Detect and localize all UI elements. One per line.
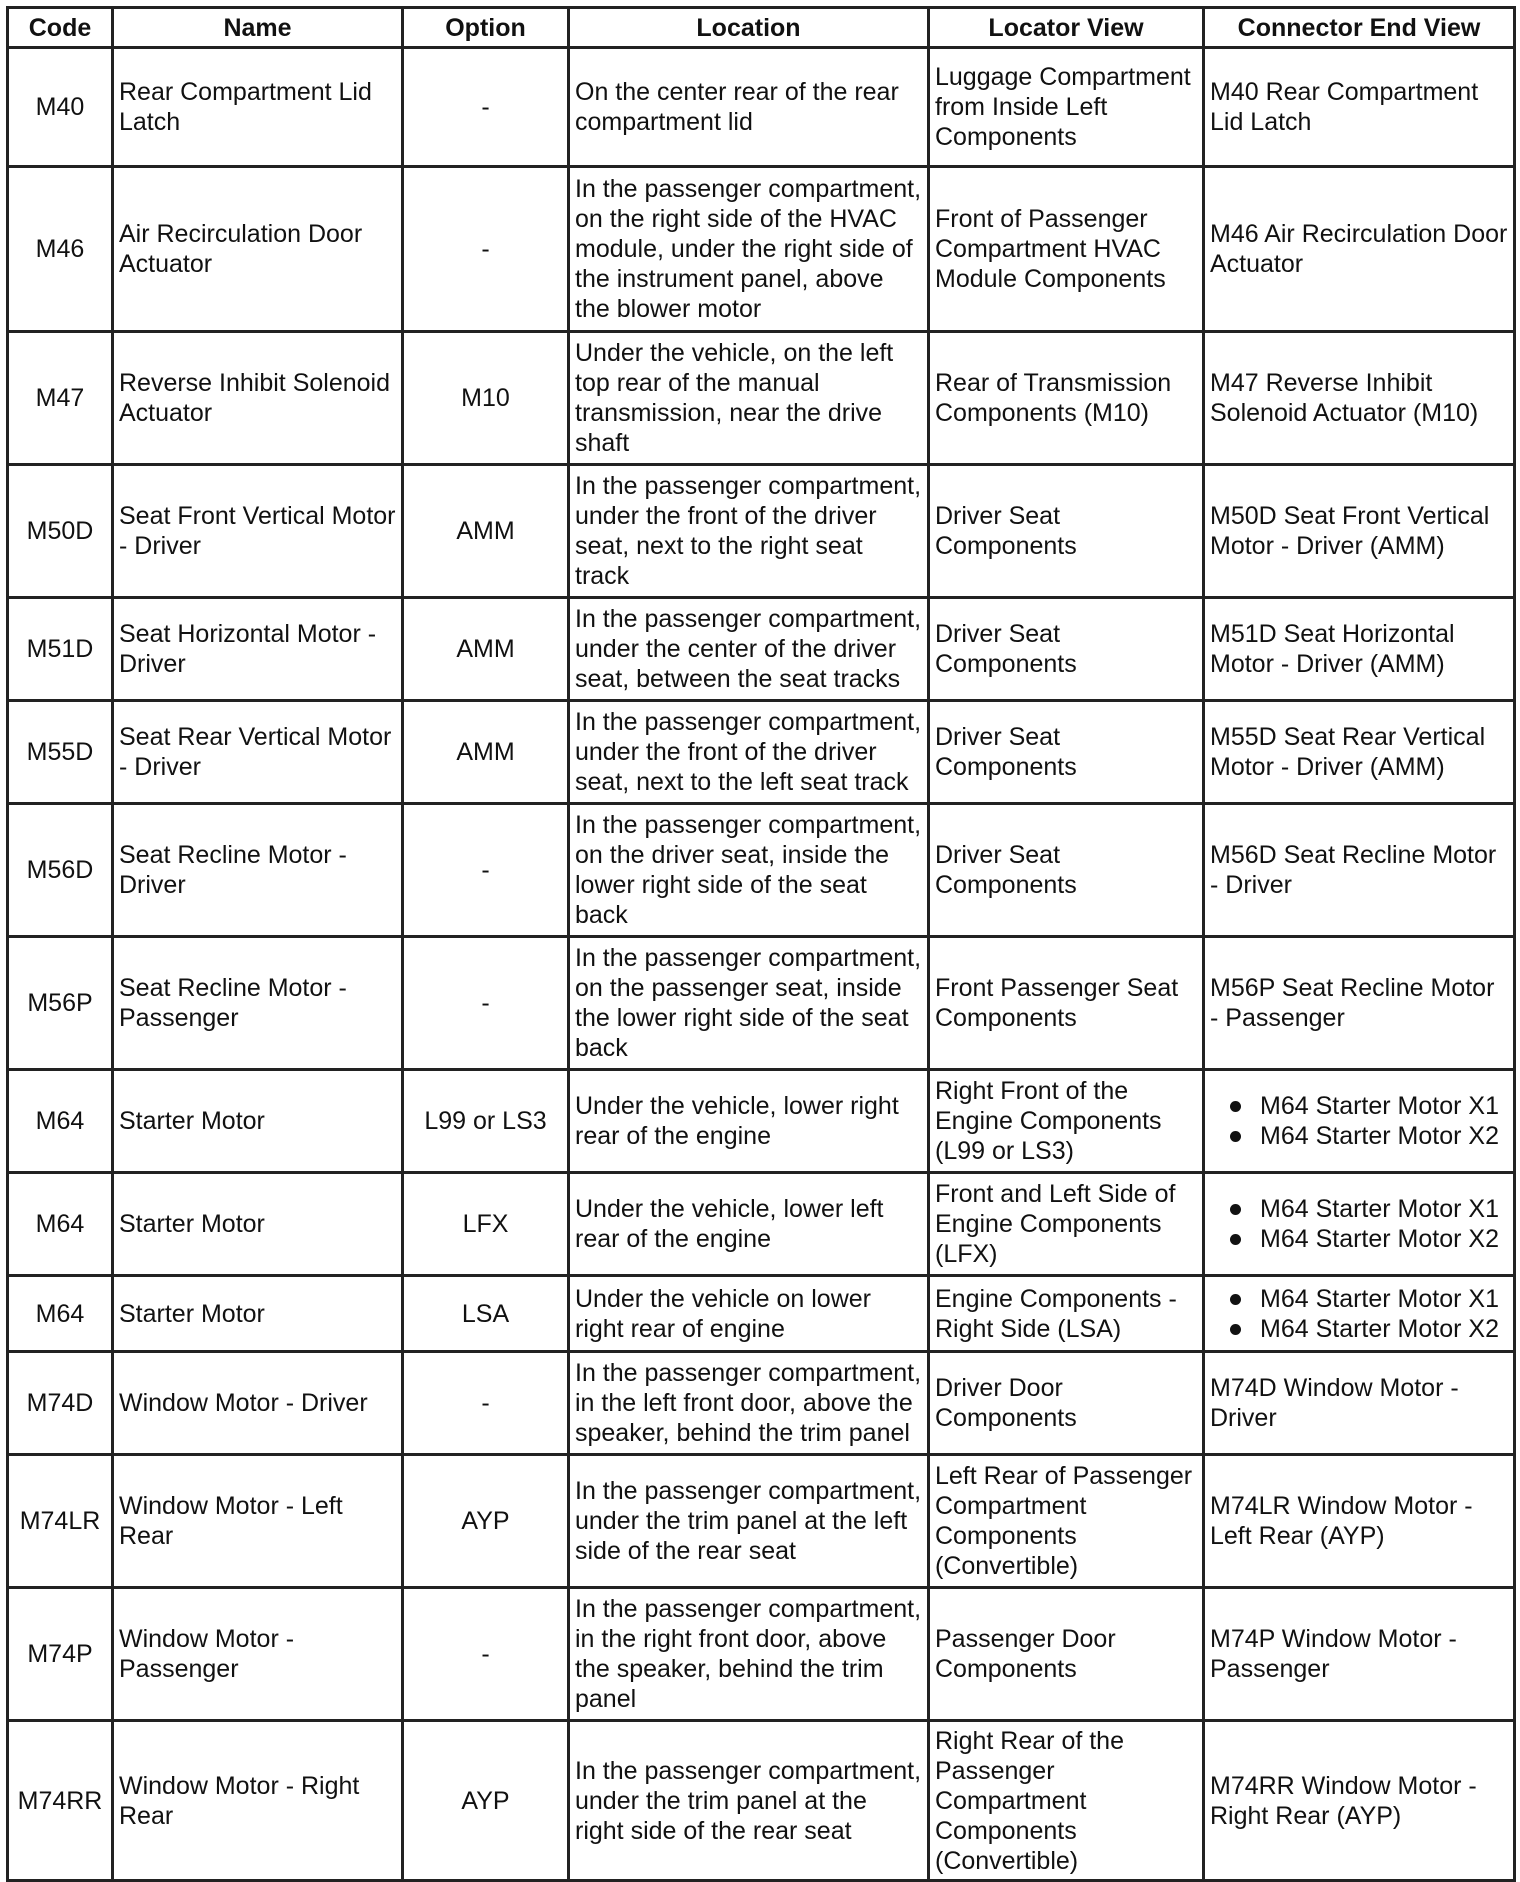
- cell-connector-end-view: [1204, 1070, 1515, 1173]
- header-code: Code: [8, 8, 113, 48]
- cell-locator-view: Engine Components - Right Side (LSA): [929, 1276, 1204, 1352]
- connector-list-item: M64 Starter Motor X2: [1228, 1121, 1508, 1151]
- cell-location: In the passenger compartment, on the driver seat, inside the lower right side of the seat back: [569, 804, 929, 937]
- cell-location: In the passenger compartment, under the front of the driver seat, next to the right seat track: [569, 465, 929, 598]
- table-row: [8, 1276, 1515, 1352]
- cell-option: -: [403, 48, 569, 167]
- cell-code: M64: [8, 1173, 113, 1276]
- cell-option: -: [403, 804, 569, 937]
- cell-name: Seat Rear Vertical Motor - Driver: [113, 701, 403, 804]
- connector-list-item: M64 Starter Motor X2: [1228, 1224, 1508, 1254]
- cell-option: -: [403, 1352, 569, 1455]
- table-row: [8, 1588, 1515, 1721]
- cell-code: M46: [8, 167, 113, 332]
- cell-option: L99 or LS3: [403, 1070, 569, 1173]
- cell-locator-view: Luggage Compartment from Inside Left Components: [929, 48, 1204, 167]
- cell-name: Starter Motor: [113, 1070, 403, 1173]
- cell-locator-view: Driver Seat Components: [929, 804, 1204, 937]
- cell-code: M40: [8, 48, 113, 167]
- cell-name: Reverse Inhibit Solenoid Actuator: [113, 332, 403, 465]
- cell-name: Window Motor - Left Rear: [113, 1455, 403, 1588]
- cell-name: Starter Motor: [113, 1173, 403, 1276]
- cell-code: M74RR: [8, 1721, 113, 1881]
- table-row: [8, 1721, 1515, 1881]
- cell-code: M64: [8, 1276, 113, 1352]
- connector-list-item: M64 Starter Motor X1: [1228, 1091, 1508, 1121]
- cell-locator-view: Left Rear of Passenger Compartment Components (Convertible): [929, 1455, 1204, 1588]
- cell-option: AYP: [403, 1455, 569, 1588]
- cell-location: In the passenger compartment, on the right side of the HVAC module, under the right side of the instrument panel, above the blower motor: [569, 167, 929, 332]
- cell-name: Seat Recline Motor - Passenger: [113, 937, 403, 1070]
- table-row: [8, 48, 1515, 167]
- cell-location: On the center rear of the rear compartment lid: [569, 48, 929, 167]
- cell-option: AMM: [403, 465, 569, 598]
- header-location: Location: [569, 8, 929, 48]
- cell-connector-end-view: M74LR Window Motor - Left Rear (AYP): [1204, 1455, 1515, 1588]
- cell-option: M10: [403, 332, 569, 465]
- cell-location: In the passenger compartment, on the passenger seat, inside the lower right side of the seat back: [569, 937, 929, 1070]
- cell-option: LSA: [403, 1276, 569, 1352]
- cell-location: In the passenger compartment, in the right front door, above the speaker, behind the trim panel: [569, 1588, 929, 1721]
- connector-list: [1210, 1194, 1508, 1254]
- cell-locator-view: Front Passenger Seat Components: [929, 937, 1204, 1070]
- cell-locator-view: Right Rear of the Passenger Compartment Components (Convertible): [929, 1721, 1204, 1881]
- cell-name: Seat Recline Motor - Driver: [113, 804, 403, 937]
- cell-name: Seat Front Vertical Motor - Driver: [113, 465, 403, 598]
- cell-connector-end-view: [1204, 1276, 1515, 1352]
- header-row: [8, 8, 1515, 48]
- cell-option: AMM: [403, 598, 569, 701]
- component-locator-table: [6, 6, 1516, 1882]
- cell-locator-view: Passenger Door Components: [929, 1588, 1204, 1721]
- cell-connector-end-view: M55D Seat Rear Vertical Motor - Driver (AMM): [1204, 701, 1515, 804]
- cell-locator-view: Rear of Transmission Components (M10): [929, 332, 1204, 465]
- table-row: [8, 332, 1515, 465]
- header-name: Name: [113, 8, 403, 48]
- cell-name: Window Motor - Driver: [113, 1352, 403, 1455]
- cell-code: M50D: [8, 465, 113, 598]
- cell-code: M47: [8, 332, 113, 465]
- cell-connector-end-view: M40 Rear Compartment Lid Latch: [1204, 48, 1515, 167]
- cell-code: M51D: [8, 598, 113, 701]
- cell-option: -: [403, 1588, 569, 1721]
- cell-locator-view: Driver Seat Components: [929, 701, 1204, 804]
- cell-connector-end-view: M56P Seat Recline Motor - Passenger: [1204, 937, 1515, 1070]
- cell-connector-end-view: M46 Air Recirculation Door Actuator: [1204, 167, 1515, 332]
- cell-option: -: [403, 167, 569, 332]
- cell-code: M74D: [8, 1352, 113, 1455]
- table-row: [8, 1455, 1515, 1588]
- cell-connector-end-view: M56D Seat Recline Motor - Driver: [1204, 804, 1515, 937]
- cell-connector-end-view: M74RR Window Motor - Right Rear (AYP): [1204, 1721, 1515, 1881]
- cell-code: M74P: [8, 1588, 113, 1721]
- cell-connector-end-view: [1204, 1173, 1515, 1276]
- table-row: [8, 465, 1515, 598]
- cell-location: In the passenger compartment, under the front of the driver seat, next to the left seat track: [569, 701, 929, 804]
- cell-location: In the passenger compartment, under the center of the driver seat, between the seat tracks: [569, 598, 929, 701]
- component-locator-table-sheet: [6, 6, 1513, 1875]
- cell-locator-view: Driver Seat Components: [929, 598, 1204, 701]
- cell-name: Window Motor - Passenger: [113, 1588, 403, 1721]
- cell-location: In the passenger compartment, under the trim panel at the left side of the rear seat: [569, 1455, 929, 1588]
- cell-code: M64: [8, 1070, 113, 1173]
- connector-list: [1210, 1091, 1508, 1151]
- connector-list-item: M64 Starter Motor X1: [1228, 1284, 1508, 1314]
- cell-connector-end-view: M51D Seat Horizontal Motor - Driver (AMM): [1204, 598, 1515, 701]
- cell-code: M55D: [8, 701, 113, 804]
- cell-locator-view: Driver Seat Components: [929, 465, 1204, 598]
- cell-name: Rear Compartment Lid Latch: [113, 48, 403, 167]
- table-row: [8, 598, 1515, 701]
- cell-locator-view: Driver Door Components: [929, 1352, 1204, 1455]
- cell-option: LFX: [403, 1173, 569, 1276]
- cell-connector-end-view: M50D Seat Front Vertical Motor - Driver (AMM): [1204, 465, 1515, 598]
- cell-connector-end-view: M74P Window Motor - Passenger: [1204, 1588, 1515, 1721]
- header-connector-end-view: Connector End View: [1204, 8, 1515, 48]
- cell-option: AMM: [403, 701, 569, 804]
- cell-name: Seat Horizontal Motor - Driver: [113, 598, 403, 701]
- cell-locator-view: Front and Left Side of Engine Components (LFX): [929, 1173, 1204, 1276]
- connector-list-item: M64 Starter Motor X2: [1228, 1314, 1508, 1344]
- cell-location: In the passenger compartment, in the left front door, above the speaker, behind the trim panel: [569, 1352, 929, 1455]
- cell-location: Under the vehicle, lower left rear of the engine: [569, 1173, 929, 1276]
- connector-list-item: M64 Starter Motor X1: [1228, 1194, 1508, 1224]
- table-row: [8, 804, 1515, 937]
- cell-name: Air Recirculation Door Actuator: [113, 167, 403, 332]
- cell-locator-view: Front of Passenger Compartment HVAC Module Components: [929, 167, 1204, 332]
- cell-name: Starter Motor: [113, 1276, 403, 1352]
- cell-code: M56D: [8, 804, 113, 937]
- cell-connector-end-view: M47 Reverse Inhibit Solenoid Actuator (M10): [1204, 332, 1515, 465]
- table-row: [8, 937, 1515, 1070]
- cell-connector-end-view: M74D Window Motor - Driver: [1204, 1352, 1515, 1455]
- table-row: [8, 1070, 1515, 1173]
- cell-location: Under the vehicle on lower right rear of engine: [569, 1276, 929, 1352]
- header-locator-view: Locator View: [929, 8, 1204, 48]
- cell-code: M74LR: [8, 1455, 113, 1588]
- cell-option: -: [403, 937, 569, 1070]
- table-row: [8, 1173, 1515, 1276]
- cell-option: AYP: [403, 1721, 569, 1881]
- header-option: Option: [403, 8, 569, 48]
- cell-location: Under the vehicle, on the left top rear of the manual transmission, near the drive shaft: [569, 332, 929, 465]
- table-row: [8, 167, 1515, 332]
- cell-location: In the passenger compartment, under the trim panel at the right side of the rear seat: [569, 1721, 929, 1881]
- table-row: [8, 1352, 1515, 1455]
- cell-location: Under the vehicle, lower right rear of the engine: [569, 1070, 929, 1173]
- connector-list: [1210, 1284, 1508, 1344]
- cell-name: Window Motor - Right Rear: [113, 1721, 403, 1881]
- cell-code: M56P: [8, 937, 113, 1070]
- table-row: [8, 701, 1515, 804]
- cell-locator-view: Right Front of the Engine Components (L99 or LS3): [929, 1070, 1204, 1173]
